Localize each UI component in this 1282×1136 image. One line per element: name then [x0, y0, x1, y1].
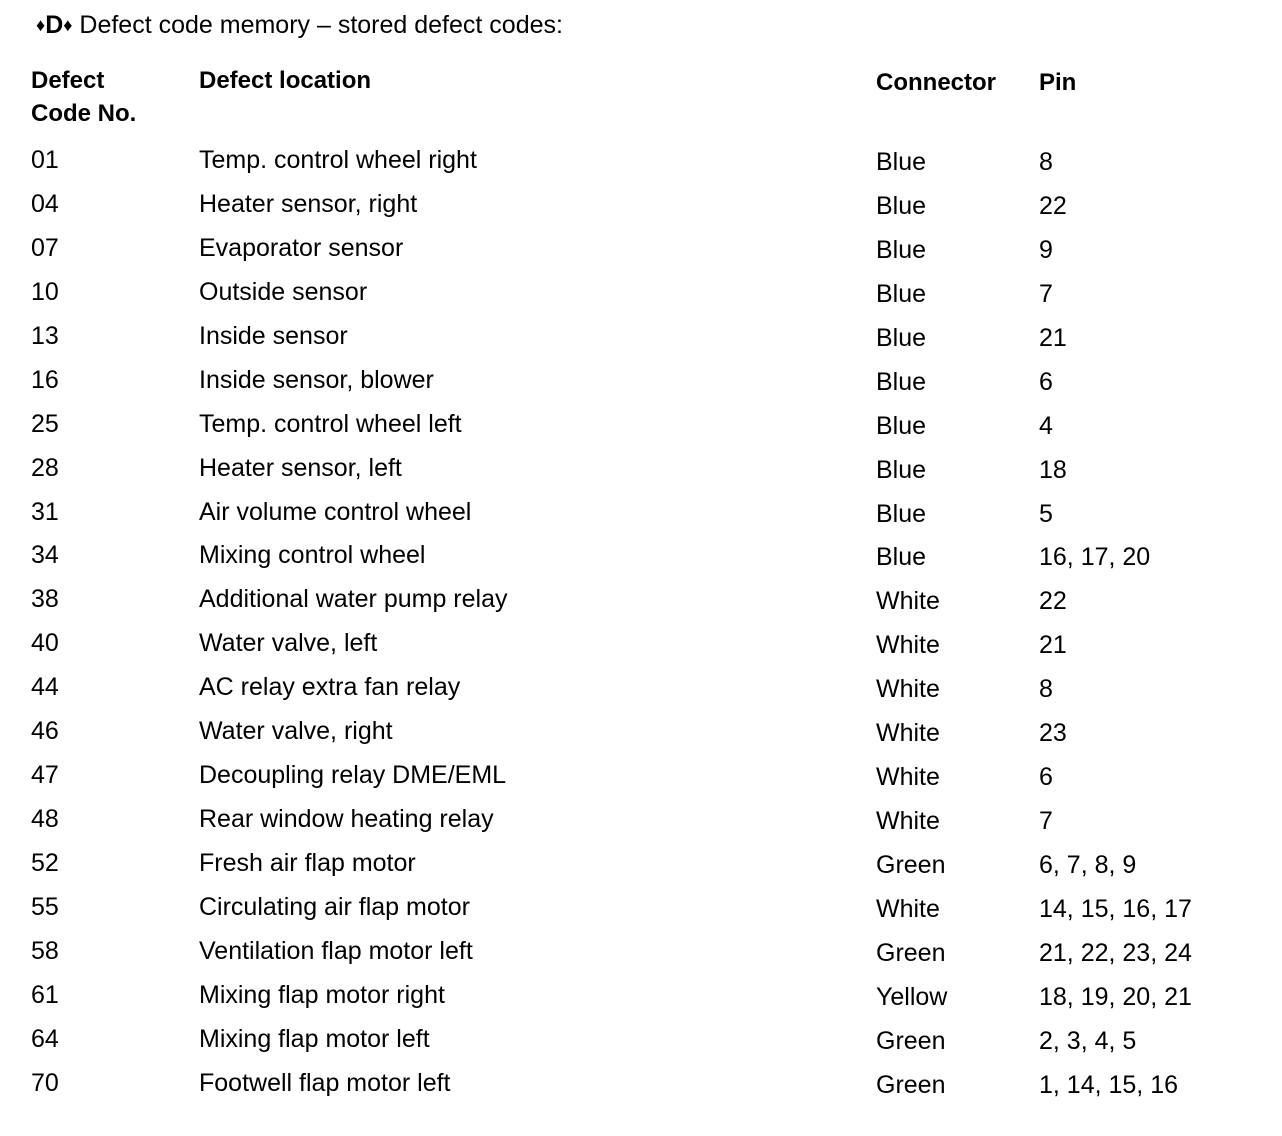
connector-cell: White	[876, 894, 940, 923]
defect-location-cell: Mixing control wheel	[199, 541, 426, 570]
table-row	[0, 843, 1282, 887]
defect-code-cell: 16	[31, 365, 59, 394]
pin-cell: 4	[1039, 411, 1053, 440]
table-row	[0, 184, 1282, 228]
defect-location-cell: AC relay extra fan relay	[199, 673, 461, 702]
pin-cell: 6	[1039, 763, 1053, 792]
defect-location-cell: Air volume control wheel	[199, 497, 472, 526]
defect-code-cell: 10	[31, 277, 59, 306]
column-header-code-line2: Code No.	[31, 100, 137, 127]
defect-location-cell: Evaporator sensor	[199, 233, 404, 262]
table-row	[0, 755, 1282, 799]
defect-location-cell: Footwell flap motor left	[199, 1068, 451, 1097]
connector-cell: Blue	[876, 235, 927, 264]
defect-location-cell: Inside sensor	[199, 321, 348, 350]
column-header-code-line1: Defect	[31, 67, 105, 94]
table-row	[0, 711, 1282, 755]
table-row	[0, 887, 1282, 931]
defect-location-cell: Outside sensor	[199, 277, 368, 306]
table-row	[0, 667, 1282, 711]
pin-cell: 8	[1039, 675, 1053, 704]
connector-cell: Green	[876, 1070, 946, 1099]
defect-code-cell: 61	[31, 980, 59, 1009]
pin-cell: 14, 15, 16, 17	[1039, 894, 1192, 923]
defect-code-cell: 01	[31, 146, 59, 174]
section-marker	[36, 11, 72, 39]
table-row	[0, 931, 1282, 975]
pin-cell: 6	[1039, 367, 1053, 396]
pin-cell: 16, 17, 20	[1039, 543, 1151, 572]
table-row	[0, 492, 1282, 536]
connector-cell: White	[876, 631, 940, 660]
defect-code-cell: 44	[31, 673, 59, 702]
pin-cell: 18	[1039, 455, 1067, 484]
table-row	[0, 623, 1282, 667]
connector-cell: Yellow	[876, 982, 948, 1011]
table-row	[0, 579, 1282, 623]
defect-code-table	[0, 140, 1282, 1107]
defect-location-cell: Decoupling relay DME/EML	[199, 761, 507, 790]
pin-cell: 21	[1039, 631, 1067, 660]
connector-cell: White	[876, 719, 940, 748]
defect-code-cell: 38	[31, 585, 59, 614]
defect-code-cell: 04	[31, 189, 59, 218]
pin-cell: 23	[1039, 719, 1067, 748]
table-row	[0, 228, 1282, 272]
defect-code-cell: 13	[31, 321, 59, 350]
table-row	[0, 1063, 1282, 1107]
table-row	[0, 1019, 1282, 1063]
defect-location-cell: Temp. control wheel right	[199, 146, 477, 174]
section-letter: D	[45, 11, 64, 39]
defect-code-cell: 31	[31, 497, 59, 526]
connector-cell: Blue	[876, 455, 927, 484]
connector-cell: White	[876, 675, 940, 704]
connector-cell: Blue	[876, 367, 927, 396]
connector-cell: White	[876, 807, 940, 836]
defect-code-cell: 48	[31, 805, 59, 834]
defect-location-cell: Heater sensor, left	[199, 453, 402, 482]
defect-code-cell: 46	[31, 717, 59, 746]
column-header-code	[31, 64, 136, 130]
connector-cell: Blue	[876, 191, 927, 220]
connector-cell: White	[876, 587, 940, 616]
pin-cell: 22	[1039, 191, 1067, 220]
column-header-location: Defect location	[199, 67, 372, 94]
defect-code-cell: 47	[31, 761, 59, 790]
defect-code-cell: 25	[31, 409, 59, 438]
table-row	[0, 448, 1282, 492]
defect-code-cell: 28	[31, 453, 59, 482]
defect-location-cell: Water valve, left	[199, 629, 378, 658]
connector-cell: Blue	[876, 323, 927, 352]
defect-location-cell: Mixing flap motor right	[199, 980, 445, 1009]
defect-location-cell: Ventilation flap motor left	[199, 936, 473, 965]
table-row	[0, 404, 1282, 448]
pin-cell: 7	[1039, 807, 1053, 836]
defect-code-cell: 34	[31, 541, 59, 570]
connector-cell: Blue	[876, 543, 927, 572]
connector-cell: Blue	[876, 148, 927, 176]
table-row	[0, 272, 1282, 316]
connector-cell: Green	[876, 938, 946, 967]
table-row	[0, 799, 1282, 843]
pin-cell: 1, 14, 15, 16	[1039, 1070, 1179, 1099]
defect-code-cell: 58	[31, 936, 59, 965]
connector-cell: White	[876, 763, 940, 792]
defect-location-cell: Rear window heating relay	[199, 805, 494, 834]
table-row	[0, 316, 1282, 360]
defect-code-cell: 40	[31, 629, 59, 658]
connector-cell: Blue	[876, 411, 927, 440]
connector-cell: Green	[876, 1026, 946, 1055]
pin-cell: 22	[1039, 587, 1067, 616]
column-header-pin: Pin	[1039, 69, 1077, 96]
defect-location-cell: Mixing flap motor left	[199, 1024, 430, 1053]
pin-cell: 8	[1039, 148, 1053, 176]
table-row	[0, 975, 1282, 1019]
connector-cell: Blue	[876, 499, 927, 528]
diamond-icon: ♦	[63, 15, 73, 35]
connector-cell: Blue	[876, 279, 927, 308]
section-heading	[36, 8, 563, 42]
pin-cell: 7	[1039, 279, 1053, 308]
defect-code-cell: 07	[31, 233, 59, 262]
table-row	[0, 140, 1282, 184]
pin-cell: 6, 7, 8, 9	[1039, 851, 1137, 879]
pin-cell: 2, 3, 4, 5	[1039, 1026, 1137, 1055]
defect-code-cell: 55	[31, 892, 59, 921]
defect-code-cell: 70	[31, 1068, 59, 1097]
defect-location-cell: Fresh air flap motor	[199, 849, 416, 877]
pin-cell: 5	[1039, 499, 1053, 528]
section-title: Defect code memory – stored defect codes:	[79, 11, 563, 39]
table-row	[0, 535, 1282, 579]
defect-location-cell: Water valve, right	[199, 717, 393, 746]
pin-cell: 9	[1039, 235, 1053, 264]
diamond-icon: ♦	[36, 15, 46, 35]
defect-location-cell: Inside sensor, blower	[199, 365, 434, 394]
column-header-connector: Connector	[876, 69, 996, 96]
defect-code-cell: 52	[31, 849, 59, 877]
defect-location-cell: Additional water pump relay	[199, 585, 508, 614]
defect-code-cell: 64	[31, 1024, 59, 1053]
pin-cell: 18, 19, 20, 21	[1039, 982, 1192, 1011]
defect-location-cell: Heater sensor, right	[199, 189, 418, 218]
pin-cell: 21	[1039, 323, 1067, 352]
defect-location-cell: Circulating air flap motor	[199, 892, 470, 921]
table-row	[0, 360, 1282, 404]
connector-cell: Green	[876, 851, 946, 879]
pin-cell: 21, 22, 23, 24	[1039, 938, 1192, 967]
defect-location-cell: Temp. control wheel left	[199, 409, 462, 438]
